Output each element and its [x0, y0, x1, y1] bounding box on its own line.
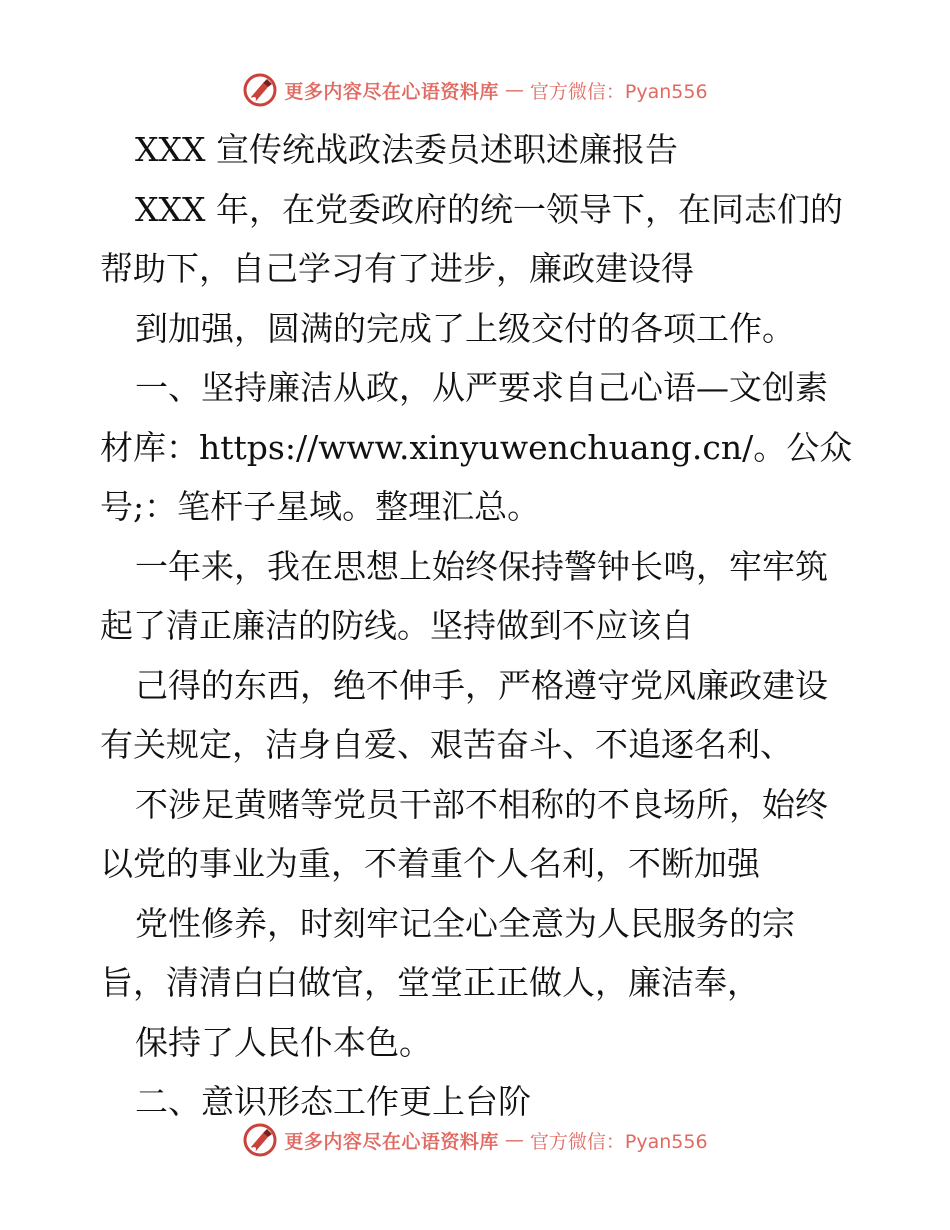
doc-line: 党性修养，时刻牢记全心全意为人民服务的宗	[135, 903, 795, 943]
doc-line: 旨，清清白白做官，堂堂正正做人，廉洁奉，	[100, 963, 760, 1002]
banner-ad-text: 更多内容尽在心语资料库	[284, 80, 499, 103]
doc-line: 不涉足黄赌等党员干部不相称的不良场所，始终	[135, 784, 828, 824]
doc-line: 号;：笔杆子星域。整理汇总。	[100, 487, 541, 526]
doc-line: 己得的东西，绝不伸手，严格遵守党风廉政建设	[135, 665, 828, 705]
pen-logo-icon	[242, 1122, 278, 1158]
document-body	[100, 120, 860, 1132]
doc-line: 有关规定，洁身自爱、艰苦奋斗、不追逐名利、	[100, 725, 793, 764]
doc-line: 一年来，我在思想上始终保持警钟长鸣，牢牢筑	[135, 546, 828, 586]
doc-line: 材库：https://www.xinyuwenchuang.cn/。公众	[100, 427, 853, 467]
banner-ad-text: 更多内容尽在心语资料库	[284, 1130, 499, 1153]
banner-separator: —	[504, 79, 524, 101]
doc-line: 帮助下，自己学习有了进步，廉政建设得	[100, 249, 694, 288]
doc-line: XXX 年，在党委政府的统一领导下，在同志们的	[135, 189, 843, 229]
doc-line: 保持了人民仆本色。	[135, 1022, 432, 1062]
doc-line: 起了清正廉洁的防线。坚持做到不应该自	[100, 606, 694, 645]
footer-watermark-banner	[0, 1120, 950, 1160]
banner-separator: —	[504, 1129, 524, 1151]
header-watermark-banner	[0, 70, 950, 110]
doc-title: XXX 宣传统战政法委员述职述廉报告	[135, 130, 678, 169]
doc-line: 以党的事业为重，不着重个人名利，不断加强	[100, 844, 760, 883]
pen-logo-icon	[242, 72, 278, 108]
section-heading-1: 一、坚持廉洁从政，从严要求自己心语—文创素	[135, 368, 828, 407]
banner-wechat: 官方微信：Pyan556	[529, 80, 708, 103]
section-heading-2: 二、意识形态工作更上台阶	[135, 1082, 531, 1121]
doc-line: 到加强，圆满的完成了上级交付的各项工作。	[135, 308, 795, 348]
banner-wechat: 官方微信：Pyan556	[529, 1130, 708, 1153]
